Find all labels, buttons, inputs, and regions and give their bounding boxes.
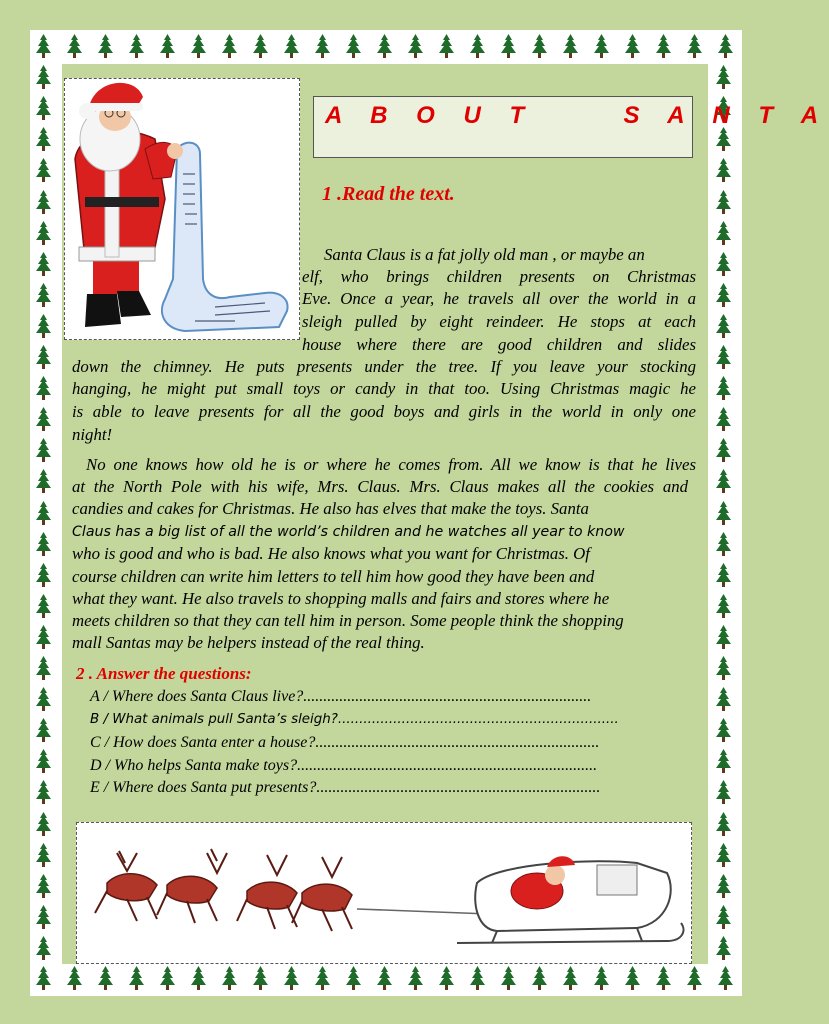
pine-tree-icon xyxy=(439,966,454,990)
pine-tree-icon xyxy=(36,127,51,151)
pine-tree-icon xyxy=(716,376,731,400)
pine-tree-icon xyxy=(36,34,51,58)
question-e: E / Where does Santa put presents?....................................................................... xyxy=(90,779,601,796)
pine-tree-icon xyxy=(532,966,547,990)
pine-tree-icon xyxy=(377,34,392,58)
para1-line: house where there are good children and slides xyxy=(302,335,696,354)
pine-tree-icon xyxy=(716,656,731,680)
pine-tree-icon xyxy=(284,34,299,58)
pine-tree-icon xyxy=(36,966,51,990)
pine-tree-icon xyxy=(346,966,361,990)
pine-tree-icon xyxy=(315,966,330,990)
para1-line: night! xyxy=(72,425,113,444)
pine-tree-icon xyxy=(716,252,731,276)
pine-tree-icon xyxy=(191,966,206,990)
santa-picture-frame xyxy=(64,78,300,340)
pine-tree-icon xyxy=(377,966,392,990)
pine-tree-icon xyxy=(36,407,51,431)
pine-tree-icon xyxy=(36,438,51,462)
pine-tree-icon xyxy=(36,158,51,182)
pine-tree-icon xyxy=(408,34,423,58)
pine-tree-icon xyxy=(36,749,51,773)
pine-tree-icon xyxy=(67,966,82,990)
pine-tree-icon xyxy=(36,905,51,929)
question-d: D / Who helps Santa make toys?........................................................................... xyxy=(90,757,598,774)
pine-tree-icon xyxy=(36,314,51,338)
pine-tree-icon xyxy=(716,780,731,804)
pine-tree-icon xyxy=(625,966,640,990)
pine-tree-icon xyxy=(222,966,237,990)
pine-tree-icon xyxy=(36,843,51,867)
pine-tree-icon xyxy=(594,34,609,58)
pine-tree-icon xyxy=(716,843,731,867)
pine-tree-icon xyxy=(716,190,731,214)
pine-tree-icon xyxy=(408,966,423,990)
pine-tree-icon xyxy=(98,966,113,990)
pine-tree-icon xyxy=(718,34,733,58)
pine-tree-icon xyxy=(315,34,330,58)
pine-tree-icon xyxy=(36,376,51,400)
pine-tree-icon xyxy=(656,34,671,58)
pine-tree-icon xyxy=(160,966,175,990)
para2-line: meets children so that they can tell him in person. Some people think the shopping xyxy=(72,611,624,630)
para1-line: sleigh pulled by eight reindeer. He stops at each xyxy=(302,312,696,331)
question-a: A / Where does Santa Claus live?........................................................................ xyxy=(90,688,592,705)
pine-tree-icon xyxy=(716,127,731,151)
pine-tree-icon xyxy=(563,966,578,990)
para2-line: at the North Pole with his wife, Mrs. Claus. Mrs. Claus makes all the cookies and xyxy=(72,477,688,496)
pine-tree-icon xyxy=(716,874,731,898)
pine-tree-icon xyxy=(160,34,175,58)
sleigh-picture-frame xyxy=(76,822,692,964)
pine-tree-icon xyxy=(716,469,731,493)
pine-tree-icon xyxy=(716,936,731,960)
section-1-heading: 1 .Read the text. xyxy=(322,183,455,205)
pine-tree-icon xyxy=(716,532,731,556)
pine-tree-icon xyxy=(470,34,485,58)
pine-tree-icon xyxy=(36,563,51,587)
pine-tree-icon xyxy=(501,966,516,990)
santa-with-list-picture xyxy=(65,79,299,339)
pine-tree-icon xyxy=(253,34,268,58)
pine-tree-icon xyxy=(36,594,51,618)
para1-line: elf, who brings children presents on Christmas xyxy=(302,267,696,286)
pine-tree-icon xyxy=(36,625,51,649)
pine-tree-icon xyxy=(129,966,144,990)
pine-tree-icon xyxy=(716,749,731,773)
para2-line: mall Santas may be helpers instead of the real thing. xyxy=(72,633,425,652)
para1-line: down the chimney. He puts presents under the tree. If you leave your stocking xyxy=(72,357,696,376)
pine-tree-icon xyxy=(716,563,731,587)
pine-tree-icon xyxy=(716,221,731,245)
pine-tree-icon xyxy=(687,966,702,990)
pine-tree-icon xyxy=(532,34,547,58)
para2-line: Claus has a big list of all the world’s children and he watches all year to know xyxy=(72,524,625,540)
para1-line: Eve. Once a year, he travels all over the world in a xyxy=(302,289,696,308)
pine-tree-icon xyxy=(36,96,51,120)
pine-tree-icon xyxy=(594,966,609,990)
pine-tree-icon xyxy=(36,65,51,89)
pine-tree-icon xyxy=(36,190,51,214)
pine-tree-icon xyxy=(716,345,731,369)
para2-line: candies and cakes for Christmas. He also has elves that make the toys. Santa xyxy=(72,499,589,518)
question-b: B / What animals pull Santa’s sleigh?.................................................................. xyxy=(90,712,619,727)
pine-tree-icon xyxy=(191,34,206,58)
para1-line: is able to leave presents for all the good boys and girls in the world in only one xyxy=(72,402,696,421)
pine-tree-icon xyxy=(716,718,731,742)
pine-tree-icon xyxy=(98,34,113,58)
para1-line: hanging, he might put small toys or candy in that too. Using Christmas magic he xyxy=(72,379,696,398)
pine-tree-icon xyxy=(36,780,51,804)
pine-tree-icon xyxy=(36,221,51,245)
pine-tree-icon xyxy=(67,34,82,58)
pine-tree-icon xyxy=(222,34,237,58)
pine-tree-icon xyxy=(36,345,51,369)
pine-tree-icon xyxy=(36,501,51,525)
pine-tree-icon xyxy=(563,34,578,58)
para2-line: what they want. He also travels to shopping malls and fairs and stores where he xyxy=(72,589,610,608)
pine-tree-icon xyxy=(716,594,731,618)
page-title: A B O U T S A N T A xyxy=(325,102,829,129)
pine-tree-icon xyxy=(716,438,731,462)
pine-tree-icon xyxy=(284,966,299,990)
pine-tree-icon xyxy=(716,501,731,525)
pine-tree-icon xyxy=(716,314,731,338)
santa-sleigh-reindeer-picture xyxy=(77,823,691,963)
pine-tree-icon xyxy=(470,966,485,990)
pine-tree-icon xyxy=(129,34,144,58)
pine-tree-icon xyxy=(716,687,731,711)
pine-tree-icon xyxy=(716,625,731,649)
pine-tree-icon xyxy=(36,718,51,742)
pine-tree-icon xyxy=(716,905,731,929)
pine-tree-icon xyxy=(36,687,51,711)
pine-tree-icon xyxy=(716,407,731,431)
pine-tree-icon xyxy=(439,34,454,58)
para2-line: No one knows how old he is or where he comes from. All we know is that he lives xyxy=(86,455,696,474)
question-c: C / How does Santa enter a house?....................................................................... xyxy=(90,734,600,751)
pine-tree-icon xyxy=(718,966,733,990)
pine-tree-icon xyxy=(36,283,51,307)
pine-tree-icon xyxy=(687,34,702,58)
pine-tree-icon xyxy=(36,874,51,898)
pine-tree-icon xyxy=(36,252,51,276)
para2-line: who is good and who is bad. He also knows what you want for Christmas. Of xyxy=(72,544,590,563)
pine-tree-icon xyxy=(346,34,361,58)
pine-tree-icon xyxy=(36,469,51,493)
para2-line: course children can write him letters to tell him how good they have been and xyxy=(72,567,595,586)
pine-tree-icon xyxy=(253,966,268,990)
pine-tree-icon xyxy=(716,158,731,182)
section-2-heading: 2 . Answer the questions: xyxy=(76,664,252,683)
para1-line: Santa Claus is a fat jolly old man , or maybe an xyxy=(324,245,645,264)
pine-tree-icon xyxy=(656,966,671,990)
pine-tree-icon xyxy=(36,936,51,960)
pine-tree-icon xyxy=(36,656,51,680)
pine-tree-icon xyxy=(36,532,51,556)
pine-tree-icon xyxy=(501,34,516,58)
pine-tree-icon xyxy=(716,65,731,89)
pine-tree-icon xyxy=(625,34,640,58)
pine-tree-icon xyxy=(716,283,731,307)
pine-tree-icon xyxy=(36,812,51,836)
pine-tree-icon xyxy=(716,812,731,836)
